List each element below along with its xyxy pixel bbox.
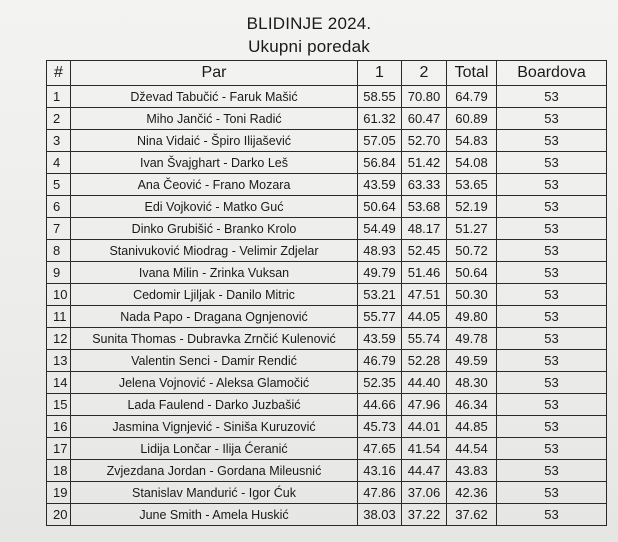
cell-round-2: 44.05	[402, 306, 447, 328]
table-row	[47, 416, 607, 438]
cell-total: 37.62	[447, 504, 497, 526]
cell-total: 50.72	[447, 240, 497, 262]
document-subtitle: Ukupni poredak	[248, 37, 370, 56]
document-title: BLIDINJE 2024.	[246, 14, 372, 33]
cell-round-1: 54.49	[358, 218, 402, 240]
cell-round-2: 52.28	[402, 350, 447, 372]
cell-pair: Sunita Thomas - Dubravka Zrnčić Kulenović	[71, 328, 358, 350]
cell-pair: Ivana Milin - Zrinka Vuksan	[71, 262, 358, 284]
table-row	[47, 262, 607, 284]
table-row	[47, 240, 607, 262]
cell-rank: 16	[47, 416, 71, 438]
cell-round-1: 55.77	[358, 306, 402, 328]
cell-rank: 5	[47, 174, 71, 196]
cell-round-2: 51.42	[402, 152, 447, 174]
cell-pair: June Smith - Amela Huskić	[71, 504, 358, 526]
cell-total: 50.64	[447, 262, 497, 284]
cell-round-2: 41.54	[402, 438, 447, 460]
cell-round-1: 53.21	[358, 284, 402, 306]
cell-round-2: 47.96	[402, 394, 447, 416]
table-body	[47, 86, 607, 526]
cell-rank: 10	[47, 284, 71, 306]
cell-total: 52.19	[447, 196, 497, 218]
cell-boards: 53	[497, 108, 607, 130]
cell-round-2: 51.46	[402, 262, 447, 284]
cell-boards: 53	[497, 482, 607, 504]
cell-total: 44.85	[447, 416, 497, 438]
cell-total: 44.54	[447, 438, 497, 460]
cell-round-2: 70.80	[402, 86, 447, 108]
cell-total: 46.34	[447, 394, 497, 416]
cell-boards: 53	[497, 372, 607, 394]
table-row	[47, 372, 607, 394]
cell-rank: 17	[47, 438, 71, 460]
cell-round-2: 44.40	[402, 372, 447, 394]
cell-total: 48.30	[447, 372, 497, 394]
table-row	[47, 460, 607, 482]
table-row	[47, 394, 607, 416]
cell-round-2: 37.22	[402, 504, 447, 526]
cell-round-2: 44.47	[402, 460, 447, 482]
cell-total: 49.59	[447, 350, 497, 372]
cell-round-2: 48.17	[402, 218, 447, 240]
cell-total: 64.79	[447, 86, 497, 108]
cell-round-1: 49.79	[358, 262, 402, 284]
cell-round-1: 46.79	[358, 350, 402, 372]
cell-rank: 14	[47, 372, 71, 394]
cell-boards: 53	[497, 196, 607, 218]
cell-total: 54.08	[447, 152, 497, 174]
table-row	[47, 174, 607, 196]
cell-round-1: 47.65	[358, 438, 402, 460]
table-row	[47, 438, 607, 460]
cell-rank: 7	[47, 218, 71, 240]
cell-round-1: 52.35	[358, 372, 402, 394]
cell-boards: 53	[497, 218, 607, 240]
cell-rank: 19	[47, 482, 71, 504]
table-row	[47, 350, 607, 372]
cell-pair: Lidija Lončar - Ilija Ćeranić	[71, 438, 358, 460]
cell-boards: 53	[497, 284, 607, 306]
cell-pair: Zvjezdana Jordan - Gordana Mileusnić	[71, 460, 358, 482]
cell-pair: Dinko Grubišić - Branko Krolo	[71, 218, 358, 240]
table-row	[47, 328, 607, 350]
cell-total: 50.30	[447, 284, 497, 306]
cell-round-2: 60.47	[402, 108, 447, 130]
cell-pair: Lada Faulend - Darko Juzbašić	[71, 394, 358, 416]
cell-total: 54.83	[447, 130, 497, 152]
cell-pair: Nina Vidaić - Špiro Ilijašević	[71, 130, 358, 152]
cell-rank: 8	[47, 240, 71, 262]
cell-rank: 6	[47, 196, 71, 218]
cell-round-2: 52.70	[402, 130, 447, 152]
cell-round-1: 50.64	[358, 196, 402, 218]
table-row	[47, 130, 607, 152]
cell-round-1: 56.84	[358, 152, 402, 174]
cell-pair: Stanislav Mandurić - Igor Ćuk	[71, 482, 358, 504]
cell-total: 49.78	[447, 328, 497, 350]
cell-boards: 53	[497, 174, 607, 196]
cell-pair: Stanivuković Miodrag - Velimir Zdjelar	[71, 240, 358, 262]
cell-round-2: 53.68	[402, 196, 447, 218]
cell-boards: 53	[497, 504, 607, 526]
cell-round-1: 43.16	[358, 460, 402, 482]
cell-total: 42.36	[447, 482, 497, 504]
cell-rank: 12	[47, 328, 71, 350]
cell-round-2: 37.06	[402, 482, 447, 504]
cell-rank: 3	[47, 130, 71, 152]
cell-rank: 4	[47, 152, 71, 174]
cell-pair: Cedomir Ljiljak - Danilo Mitric	[71, 284, 358, 306]
cell-rank: 15	[47, 394, 71, 416]
cell-pair: Jasmina Vignjević - Siniša Kuruzović	[71, 416, 358, 438]
cell-rank: 13	[47, 350, 71, 372]
cell-boards: 53	[497, 86, 607, 108]
results-table	[46, 60, 607, 526]
cell-round-2: 55.74	[402, 328, 447, 350]
cell-boards: 53	[497, 152, 607, 174]
cell-pair: Miho Jančić - Toni Radić	[71, 108, 358, 130]
cell-round-1: 38.03	[358, 504, 402, 526]
cell-total: 53.65	[447, 174, 497, 196]
cell-boards: 53	[497, 460, 607, 482]
cell-rank: 9	[47, 262, 71, 284]
cell-round-2: 63.33	[402, 174, 447, 196]
table-header-row	[47, 61, 607, 86]
cell-rank: 2	[47, 108, 71, 130]
cell-pair: Jelena Vojnović - Aleksa Glamočić	[71, 372, 358, 394]
cell-total: 43.83	[447, 460, 497, 482]
table-row	[47, 284, 607, 306]
cell-round-1: 47.86	[358, 482, 402, 504]
cell-boards: 53	[497, 438, 607, 460]
cell-boards: 53	[497, 350, 607, 372]
cell-total: 60.89	[447, 108, 497, 130]
cell-round-1: 44.66	[358, 394, 402, 416]
cell-pair: Dževad Tabučić - Faruk Mašić	[71, 86, 358, 108]
cell-pair: Nada Papo - Dragana Ognjenović	[71, 306, 358, 328]
cell-boards: 53	[497, 240, 607, 262]
cell-boards: 53	[497, 394, 607, 416]
cell-rank: 11	[47, 306, 71, 328]
cell-boards: 53	[497, 328, 607, 350]
cell-round-1: 43.59	[358, 328, 402, 350]
cell-pair: Ana Čeović - Frano Mozara	[71, 174, 358, 196]
cell-round-1: 58.55	[358, 86, 402, 108]
table-row	[47, 196, 607, 218]
table-row	[47, 86, 607, 108]
table-row	[47, 108, 607, 130]
header-round-1: 1	[358, 61, 402, 86]
table-row	[47, 482, 607, 504]
cell-round-1: 43.59	[358, 174, 402, 196]
cell-boards: 53	[497, 130, 607, 152]
cell-round-2: 52.45	[402, 240, 447, 262]
header-round-2: 2	[402, 61, 447, 86]
table-row	[47, 218, 607, 240]
cell-rank: 1	[47, 86, 71, 108]
cell-rank: 18	[47, 460, 71, 482]
cell-boards: 53	[497, 262, 607, 284]
cell-round-2: 44.01	[402, 416, 447, 438]
table-row	[47, 306, 607, 328]
header-rank: #	[47, 61, 71, 86]
cell-pair: Edi Vojković - Matko Guć	[71, 196, 358, 218]
cell-boards: 53	[497, 416, 607, 438]
cell-total: 49.80	[447, 306, 497, 328]
cell-round-1: 48.93	[358, 240, 402, 262]
cell-round-1: 61.32	[358, 108, 402, 130]
cell-rank: 20	[47, 504, 71, 526]
cell-pair: Valentin Senci - Damir Rendić	[71, 350, 358, 372]
cell-pair: Ivan Švajghart - Darko Leš	[71, 152, 358, 174]
cell-round-2: 47.51	[402, 284, 447, 306]
header-pair: Par	[71, 61, 358, 86]
cell-round-1: 57.05	[358, 130, 402, 152]
cell-boards: 53	[497, 306, 607, 328]
table-row	[47, 504, 607, 526]
cell-round-1: 45.73	[358, 416, 402, 438]
header-total: Total	[447, 61, 497, 86]
cell-total: 51.27	[447, 218, 497, 240]
header-boards: Boardova	[497, 61, 607, 86]
table-row	[47, 152, 607, 174]
